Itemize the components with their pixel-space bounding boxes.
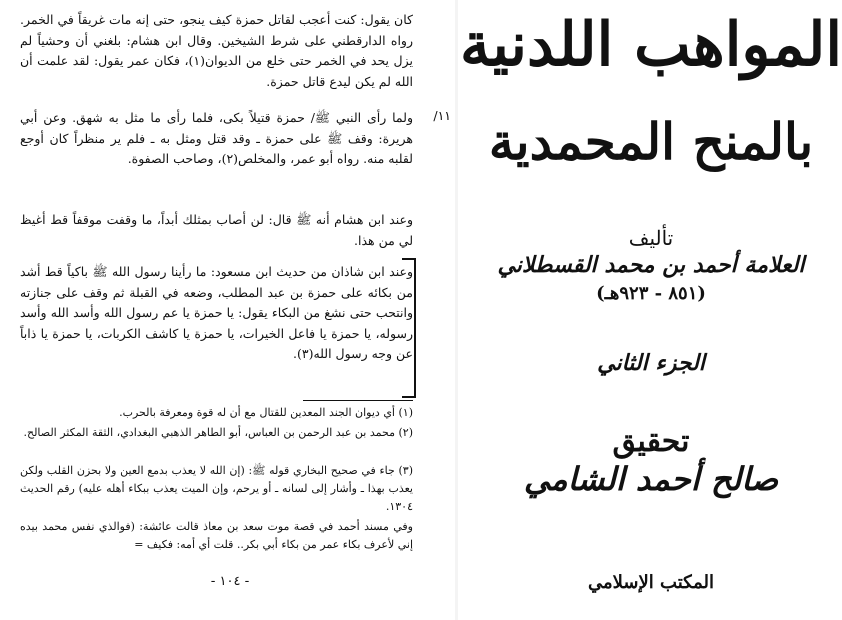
footnote-3-continued: وفي مسند أحمد في قصة موت سعد بن معاذ قالت عائشة: (فوالذي نفس محمد بيده إني لأعرف بكاء عمر من بكاء أبي بكر.. قلت أي أمه: فكيف = bbox=[20, 520, 413, 551]
author-name: العلامة أحمد بن محمد القسطلاني bbox=[497, 252, 805, 278]
book-subtitle: بالمنح المحمدية bbox=[488, 112, 814, 171]
editor-name: صالح أحمد الشامي bbox=[523, 460, 779, 498]
title-page bbox=[460, 0, 842, 620]
author-label: تأليف bbox=[628, 226, 674, 250]
highlight-bracket bbox=[402, 258, 416, 398]
footnote-3: (٣) جاء في صحيح البخاري قوله ﷺ: (إن الله لا يعذب بدمع العين ولا بحزن القلب ولكن يعذب بهذا ـ وأشار إلى لسانه ـ أو يرحم، وإن الميت يعذب ببكاء أهله عليه) رقم الحديث ١٣٠٤. bbox=[20, 464, 413, 513]
book-title: المواهب اللدنية bbox=[459, 10, 842, 80]
paragraph-3: وعند ابن هشام أنه ﷺ قال: لن أصاب بمثلك أبداً، ما وقفت موقفاً قط أغيظ لي من هذا. bbox=[20, 212, 413, 248]
page-marker: /١١ bbox=[433, 108, 451, 123]
paragraph-1: كان يقول: كنت أعجب لقاتل حمزة كيف ينجو، حتى إنه مات غريقاً في الخمر. رواه الدارقطني على شرط الشيخين. وقال ابن هشام: بلغني أن وحشياً لم يزل يحد في الخمر حتى خلع من الديوان(١)، فكان عمر يقول: لقد علمت أن الله لم يكن ليدع قاتل حمزة. bbox=[20, 12, 413, 89]
editor-label: تحقيق bbox=[612, 424, 690, 459]
publisher-name: المكتب الإسلامي bbox=[588, 572, 714, 593]
paragraph-2: ولما رأى النبي ﷺ/ حمزة قتيلاً بكى، فلما رأى ما مثل به شهق. وعن أبي هريرة: وقف ﷺ على حمزة ـ وقد قتل ومثل به ـ فلم ير منظراً كان أوجع لقلبه منه. رواه أبو عمر، والمخلص(٢)، وصاحب الصفوة. bbox=[20, 110, 413, 166]
footnote-separator bbox=[303, 400, 413, 401]
page-divider bbox=[455, 0, 458, 620]
footnote-1: (١) أي ديوان الجند المعدين للقتال مع أن له قوة ومعرفة بالحرب. bbox=[119, 406, 413, 419]
page-number: - ١٠٤ - bbox=[210, 574, 250, 589]
footnote-2: (٢) محمد بن عبد الرحمن بن العباس، أبو الطاهر الذهبي البغدادي، الثقة المكثر الصالح. bbox=[23, 426, 413, 439]
volume-label: الجزء الثاني bbox=[597, 350, 705, 376]
paragraph-4: وعند ابن شاذان من حديث ابن مسعود: ما رأينا رسول الله ﷺ باكياً قط أشد من بكائه على حمزة بن عبد المطلب، وضعه في القبلة ثم وقف على جنازته وانتحب حتى نشغ من البكاء يقول: يا حمزة يا عم رسول الله وأسد الله وأسد رسوله، يا حمزة يا فاعل الخيرات، يا حمزة يا كاشف الكربات، يا حمزة يا ذاباً عن وجه رسول الله(٣). bbox=[20, 264, 413, 361]
author-dates: (٨٥١ - ٩٢٣هـ) bbox=[596, 283, 706, 304]
